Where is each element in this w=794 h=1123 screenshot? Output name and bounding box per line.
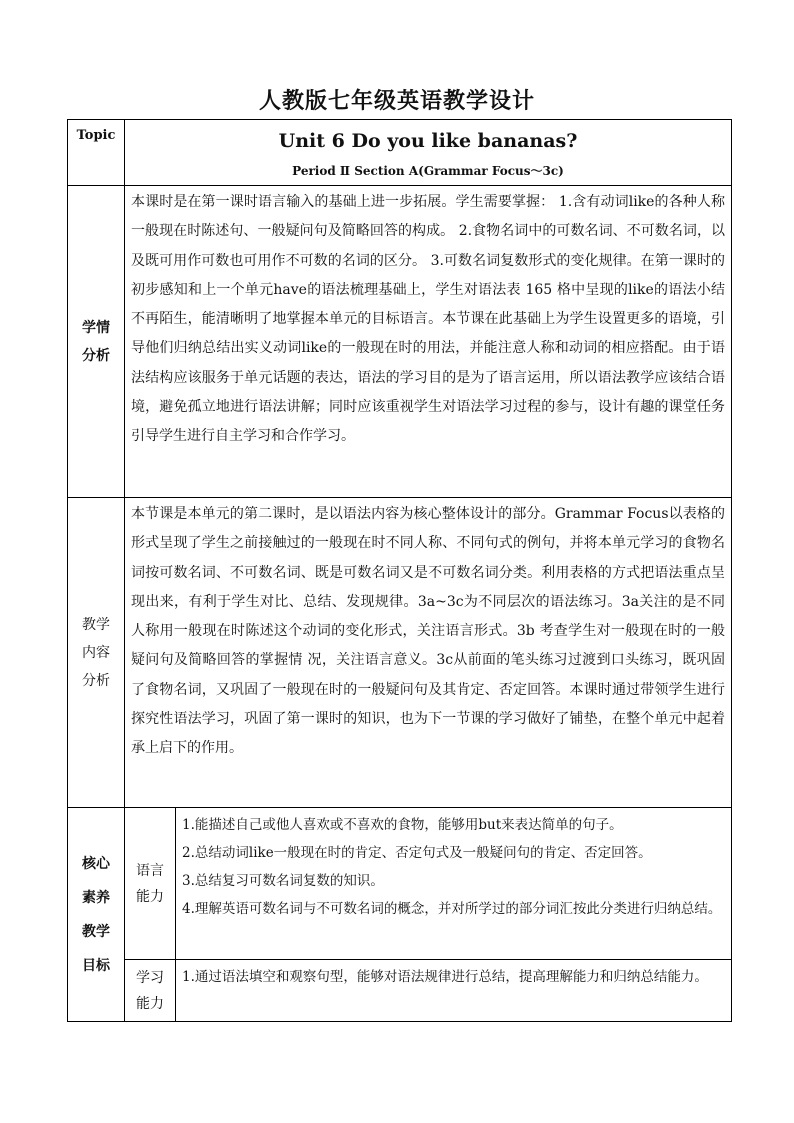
learner-analysis-label-line1: 学情 bbox=[82, 319, 110, 336]
content-analysis-text: 本节课是本单元的第二课时，是以语法内容为核心整体设计的部分。Grammar Focus以表格的形式呈现了学生之前接触过的一般现在时不同人称、不同句式的例句，并将本单元学习的食物名词按可数名词、不可数名词、既是可数名词又是不可数名词分类。利用表格的方式把语法重点呈现出来，有利于学生对比、总结、发现规律。3a~3c为不同层次的语法练习。3a关注的是不同人称用一般现在时陈述这个动词的变化形式，关注语言形式。3b 考查学生对一般现在时的一般疑问句及简略回答的掌握情 况，关注语言意义。3c从前面的笔头练习过渡到口头练习，既巩固了食物名词，又巩固了一般现在时的一般疑问句及其肯定、否定回答。本课时通过带领学生进行探究性语法学习，巩固了第一课时的知识，也为下一节课的学习做好了铺垫，在整个单元中起着承上启下的作用。 bbox=[131, 506, 725, 757]
core-literacy-label-line1: 核心 bbox=[82, 855, 110, 872]
learner-analysis-content bbox=[125, 186, 732, 498]
language-ability-list bbox=[176, 808, 731, 959]
content-analysis-row bbox=[68, 498, 732, 808]
learning-ability-list bbox=[176, 960, 731, 1021]
core-literacy-label-line2: 素养 bbox=[82, 889, 110, 906]
core-literacy-label bbox=[68, 808, 125, 1022]
topic-row bbox=[68, 120, 732, 186]
topic-label: Topic bbox=[68, 120, 125, 186]
learner-analysis-row bbox=[68, 186, 732, 498]
language-ability-label-line1: 语言 bbox=[136, 862, 164, 879]
core-literacy-language-row bbox=[68, 808, 732, 960]
learner-analysis-text: 本课时是在第一课时语言输入的基础上进一步拓展。学生需要掌握： 1.含有动词like的各种人称一般现在时陈述句、一般疑问句及简略回答的构成。 2.食物名词中的可数名词、不可数名词，以及既可用作可数也可用作不可数的名词的区分。 3.可数名词复数形式的变化规律。在第一课时的初步感知和上一个单元have的语法梳理基础上，学生对语法表 165 格中呈现的like的语法小结不再陌生，能清晰明了地掌握本单元的目标语言。本节课在此基础上为学生设置更多的语境，引导他们归纳总结出实义动词like的一般现在时的用法，并能注意人称和动词的相应搭配。由于语法结构应该服务于单元话题的表达，语法的学习目的是为了语言运用，所以语法教学应该结合语境，避免孤立地进行语法讲解；同时应该重视学生对语法学习过程的参与，设计有趣的课堂任务引导学生进行自主学习和合作学习。 bbox=[131, 194, 725, 445]
language-ability-item-2: 2.总结动词like一般现在时的肯定、否定句式及一般疑问句的肯定、否定回答。 bbox=[182, 845, 652, 861]
learning-ability-label bbox=[125, 960, 176, 1022]
learning-ability-content bbox=[176, 960, 732, 1022]
core-literacy-label-line4: 目标 bbox=[82, 957, 110, 974]
learner-analysis-label bbox=[68, 186, 125, 498]
page-title: 人教版七年级英语教学设计 bbox=[258, 88, 535, 114]
language-ability-item-1: 1.能描述自己或他人喜欢或不喜欢的食物，能够用but来表达简单的句子。 bbox=[182, 817, 623, 833]
language-ability-item-4: 4.理解英语可数名词与不可数名词的概念，并对所学过的部分词汇按此分类进行归纳总结。 bbox=[182, 901, 722, 917]
content-analysis-label-line2: 内容 bbox=[82, 644, 110, 661]
language-ability-label bbox=[125, 808, 176, 960]
learner-analysis-label-line2: 分析 bbox=[82, 347, 110, 364]
language-ability-item-3: 3.总结复习可数名词复数的知识。 bbox=[182, 873, 384, 889]
language-ability-label-line2: 能力 bbox=[136, 888, 164, 905]
learning-ability-label-line1: 学习 bbox=[136, 969, 164, 986]
core-literacy-learning-row bbox=[68, 960, 732, 1022]
content-analysis-label-line1: 教学 bbox=[82, 616, 110, 633]
learning-ability-item-1: 1.通过语法填空和观察句型，能够对语法规律进行总结，提高理解能力和归纳总结能力。 bbox=[182, 969, 708, 985]
learning-ability-label-line2: 能力 bbox=[136, 995, 164, 1012]
core-literacy-label-line3: 教学 bbox=[82, 923, 110, 940]
period-line: Period Ⅱ Section A(Grammar Focus～3c) bbox=[292, 164, 564, 178]
content-analysis-label-line3: 分析 bbox=[82, 672, 110, 689]
teaching-design-table bbox=[67, 119, 732, 1022]
topic-content bbox=[125, 120, 732, 186]
unit-title: Unit 6 Do you like bananas? bbox=[278, 130, 578, 152]
content-analysis-content bbox=[125, 498, 732, 808]
language-ability-content bbox=[176, 808, 732, 960]
content-analysis-label bbox=[68, 498, 125, 808]
